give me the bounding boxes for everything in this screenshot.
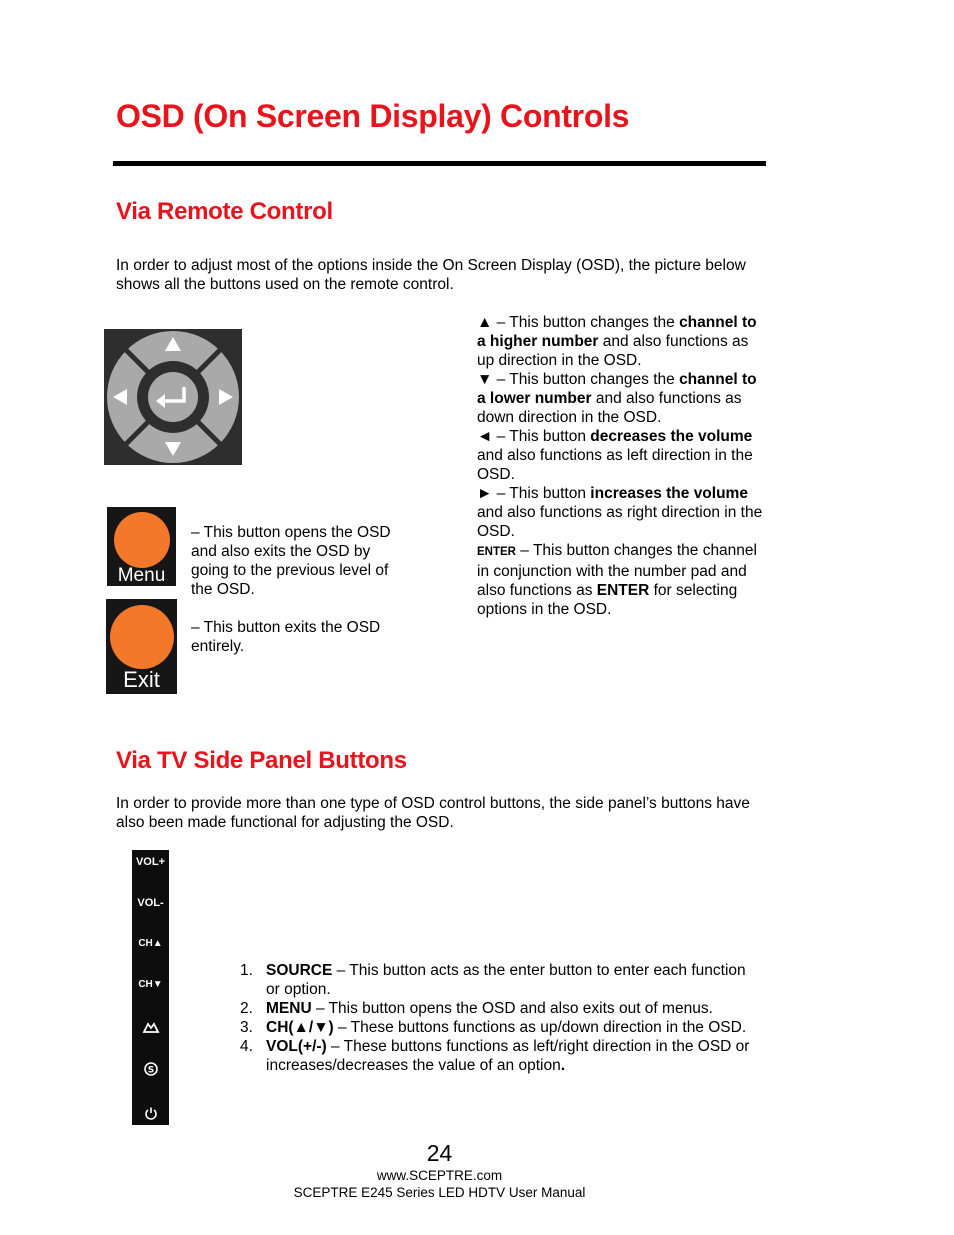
footer-manual-title: SCEPTRE E245 Series LED HDTV User Manual	[293, 1185, 586, 1200]
left-button-desc: ◄ – This button decreases the volume and also functions as left direction in the OSD.	[477, 428, 753, 483]
remote-intro: In order to adjust most of the options inside the On Screen Display (OSD), the picture below shows all the buttons used on the remote control.	[116, 257, 746, 293]
right-button-desc: ► – This button increases the volume and also functions as right direction in the OSD.	[477, 485, 763, 540]
side-buttons-list	[240, 961, 760, 1075]
menu-button-desc: – This button opens the OSD and also exits the OSD by going to the previous level of the OSD.	[191, 524, 391, 598]
footer-website: www.SCEPTRE.com	[376, 1168, 503, 1183]
side-panel-image	[132, 850, 169, 1125]
up-button-desc: ▲ – This button changes the channel to a higher number and also functions as up direction in the OSD.	[477, 314, 757, 369]
panel-label-ch-up: CH▲	[138, 938, 163, 949]
menu-button-label: Menu	[117, 565, 166, 586]
remote-section-heading: Via Remote Control	[116, 198, 333, 225]
power-icon	[132, 1103, 169, 1123]
exit-button-circle	[110, 605, 174, 669]
panel-label-vol-up: VOL+	[135, 856, 166, 868]
panel-label-vol-down: VOL-	[137, 897, 164, 909]
remote-button-descriptions	[477, 313, 767, 619]
exit-button-image	[106, 599, 177, 694]
exit-button-label: Exit	[123, 667, 160, 692]
page-number: 24	[426, 1140, 453, 1166]
panel-label-ch-down: CH▼	[138, 979, 163, 990]
dpad-image	[104, 329, 242, 465]
list-item: 2. MENU – This button opens the OSD and also exits out of menus.	[240, 1000, 713, 1017]
menu-icon	[132, 1018, 169, 1038]
title-divider	[113, 161, 766, 166]
list-item: 1. SOURCE – This button acts as the enter button to enter each function or option.	[240, 962, 746, 998]
enter-button-desc: ENTER – This button changes the channel in conjunction with the number pad and also functions as ENTER for selecting options in the OSD.	[477, 542, 757, 618]
list-item: 3. CH(▲/▼) – These buttons functions as up/down direction in the OSD.	[240, 1019, 747, 1036]
menu-button-circle	[114, 512, 170, 568]
page-title: OSD (On Screen Display) Controls	[116, 98, 630, 134]
side-intro: In order to provide more than one type of OSD control buttons, the side panel’s buttons have also been made functional for adjusting the OSD.	[116, 795, 750, 831]
menu-button-image	[107, 507, 176, 586]
exit-button-desc: – This button exits the OSD entirely.	[191, 619, 381, 655]
svg-text:S: S	[147, 1065, 154, 1076]
source-icon	[132, 1059, 169, 1079]
side-section-heading: Via TV Side Panel Buttons	[116, 747, 407, 774]
down-button-desc: ▼ – This button changes the channel to a lower number and also functions as down direction in the OSD.	[477, 371, 757, 426]
list-item: 4. VOL(+/-) – These buttons functions as left/right direction in the OSD or increases/decreases the value of an option.	[240, 1038, 750, 1074]
